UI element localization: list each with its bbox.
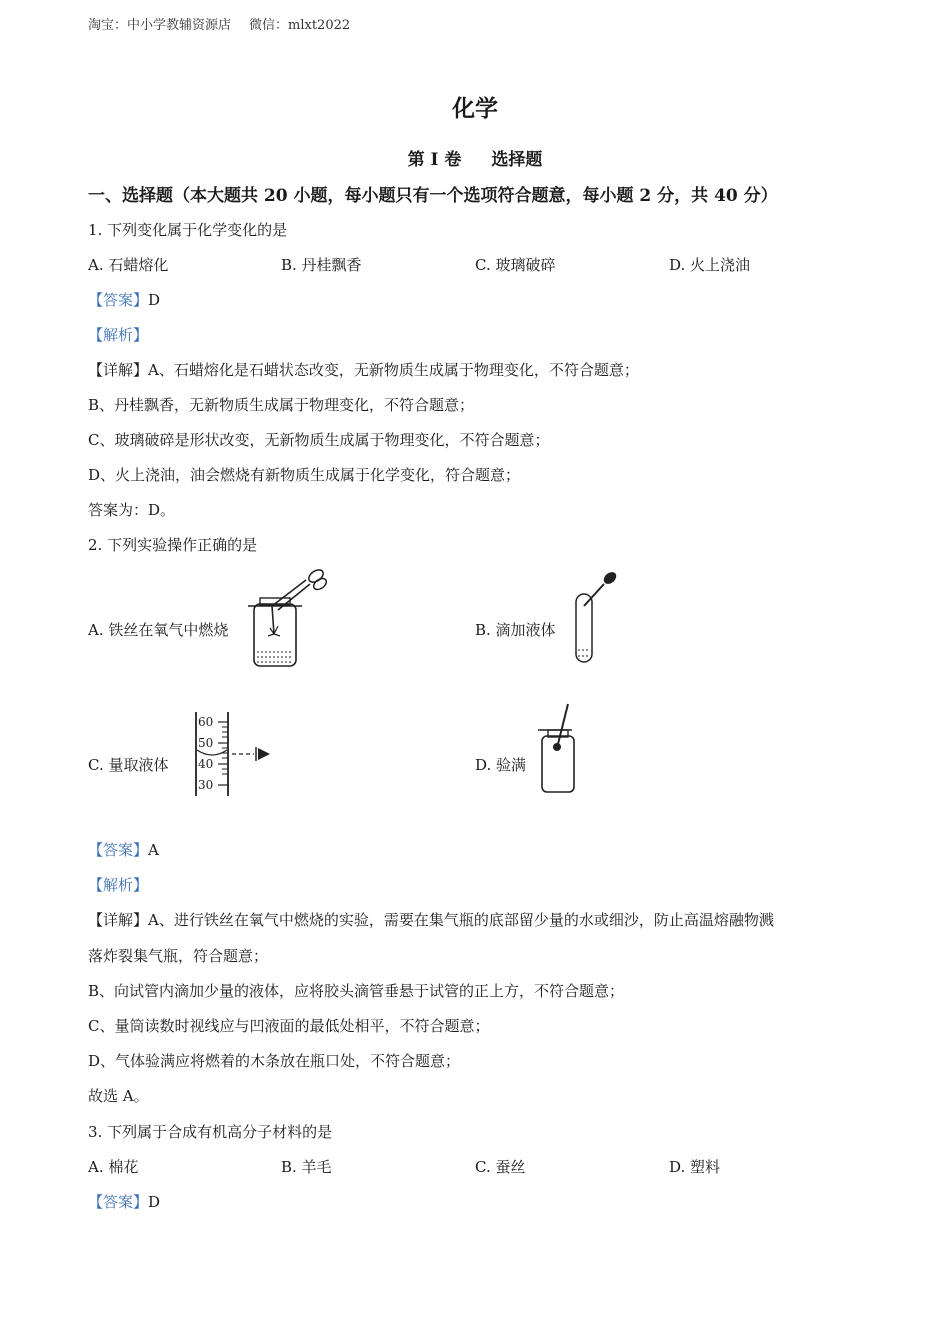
page-subtitle (0, 145, 950, 170)
q3-option-a: A. 棉花 (88, 1158, 139, 1176)
q3-option-b: B. 羊毛 (281, 1158, 332, 1176)
subtitle-name: 选择题 (491, 150, 543, 170)
cylinder-tick-50: 50 (198, 736, 214, 750)
section-heading: 一、选择题（本大题共 20 小题，每小题只有一个选项符合题意，每小题 2 分，共 40 分） (88, 186, 778, 206)
q2-detail-4: D、气体验满应将燃着的木条放在瓶口处，不符合题意； (88, 1052, 461, 1070)
q2-detail-text-0: A、进行铁丝在氧气中燃烧的实验，需要在集气瓶的底部留少量的水或细沙，防止高温熔融物溅 (148, 911, 774, 929)
q2-detail-tag: 【详解】 (88, 911, 149, 929)
q2-analysis-tag: 【解析】 (88, 876, 149, 894)
page-title: 化学 (452, 95, 498, 122)
q1-detail-3: D、火上浇油，油会燃烧有新物质生成属于化学变化，符合题意； (88, 466, 521, 484)
page-header (88, 14, 350, 33)
q1-answer-tag: 【答案】 (88, 291, 149, 309)
gas-bottle-test-figure (536, 700, 586, 796)
q1-detail-2: C、玻璃破碎是形状改变，无新物质生成属于物理变化，不符合题意； (88, 431, 550, 449)
q1-option-c: C. 玻璃破碎 (475, 256, 556, 274)
q1-option-d: D. 火上浇油 (669, 256, 751, 274)
q1-detail-0 (88, 359, 639, 380)
q2-detail-3: C、量筒读数时视线应与凹液面的最低处相平，不符合题意； (88, 1017, 490, 1035)
dropper-tube-figure (570, 570, 620, 670)
q1-answer (88, 289, 160, 310)
header-wechat: 微信：mlxt2022 (249, 18, 351, 33)
q1-detail-1: B、丹桂飘香，无新物质生成属于物理变化，不符合题意； (88, 396, 475, 414)
q2-option-d: D. 验满 (475, 756, 527, 774)
q2-detail-2: B、向试管内滴加少量的液体，应将胶头滴管垂悬于试管的正上方，不符合题意； (88, 982, 625, 1000)
q3-option-c: C. 蚕丝 (475, 1158, 526, 1176)
subtitle-part: 第 I 卷 (407, 150, 462, 170)
q1-detail-tag: 【详解】 (88, 361, 149, 379)
q2-detail-1: 落炸裂集气瓶，符合题意； (88, 947, 269, 965)
q1-detail-text-0: A、石蜡熔化是石蜡状态改变，无新物质生成属于物理变化，不符合题意； (148, 361, 639, 379)
cylinder-tick-30: 30 (198, 778, 214, 792)
q1-detail-4: 答案为：D。 (88, 501, 176, 519)
cylinder-tick-40: 40 (198, 757, 214, 771)
q2-option-b: B. 滴加液体 (475, 621, 556, 639)
q2-answer-tag: 【答案】 (88, 841, 149, 859)
q3-answer-tag: 【答案】 (88, 1193, 149, 1211)
q1-analysis-tag: 【解析】 (88, 326, 149, 344)
q1-option-a: A. 石蜡熔化 (88, 256, 169, 274)
q2-option-c: C. 量取液体 (88, 756, 169, 774)
iron-burning-figure (244, 566, 334, 672)
q3-answer-value: D (148, 1193, 161, 1211)
q2-option-a: A. 铁丝在氧气中燃烧 (88, 621, 229, 639)
q3-stem: 3. 下列属于合成有机高分子材料的是 (88, 1123, 333, 1141)
q3-option-d: D. 塑料 (669, 1158, 721, 1176)
q2-answer (88, 839, 159, 860)
q2-detail-5: 故选 A。 (88, 1087, 149, 1105)
q1-stem: 1. 下列变化属于化学变化的是 (88, 221, 288, 239)
q1-option-b: B. 丹桂飘香 (281, 256, 362, 274)
graduated-cylinder-figure (190, 708, 280, 800)
q2-detail-0 (88, 909, 774, 930)
q2-stem: 2. 下列实验操作正确的是 (88, 536, 258, 554)
q2-answer-value: A (148, 841, 159, 859)
header-shop: 淘宝：中小学教辅资源店 (88, 18, 232, 33)
q1-answer-value: D (148, 291, 161, 309)
q3-answer (88, 1191, 160, 1212)
cylinder-tick-60: 60 (198, 715, 214, 729)
